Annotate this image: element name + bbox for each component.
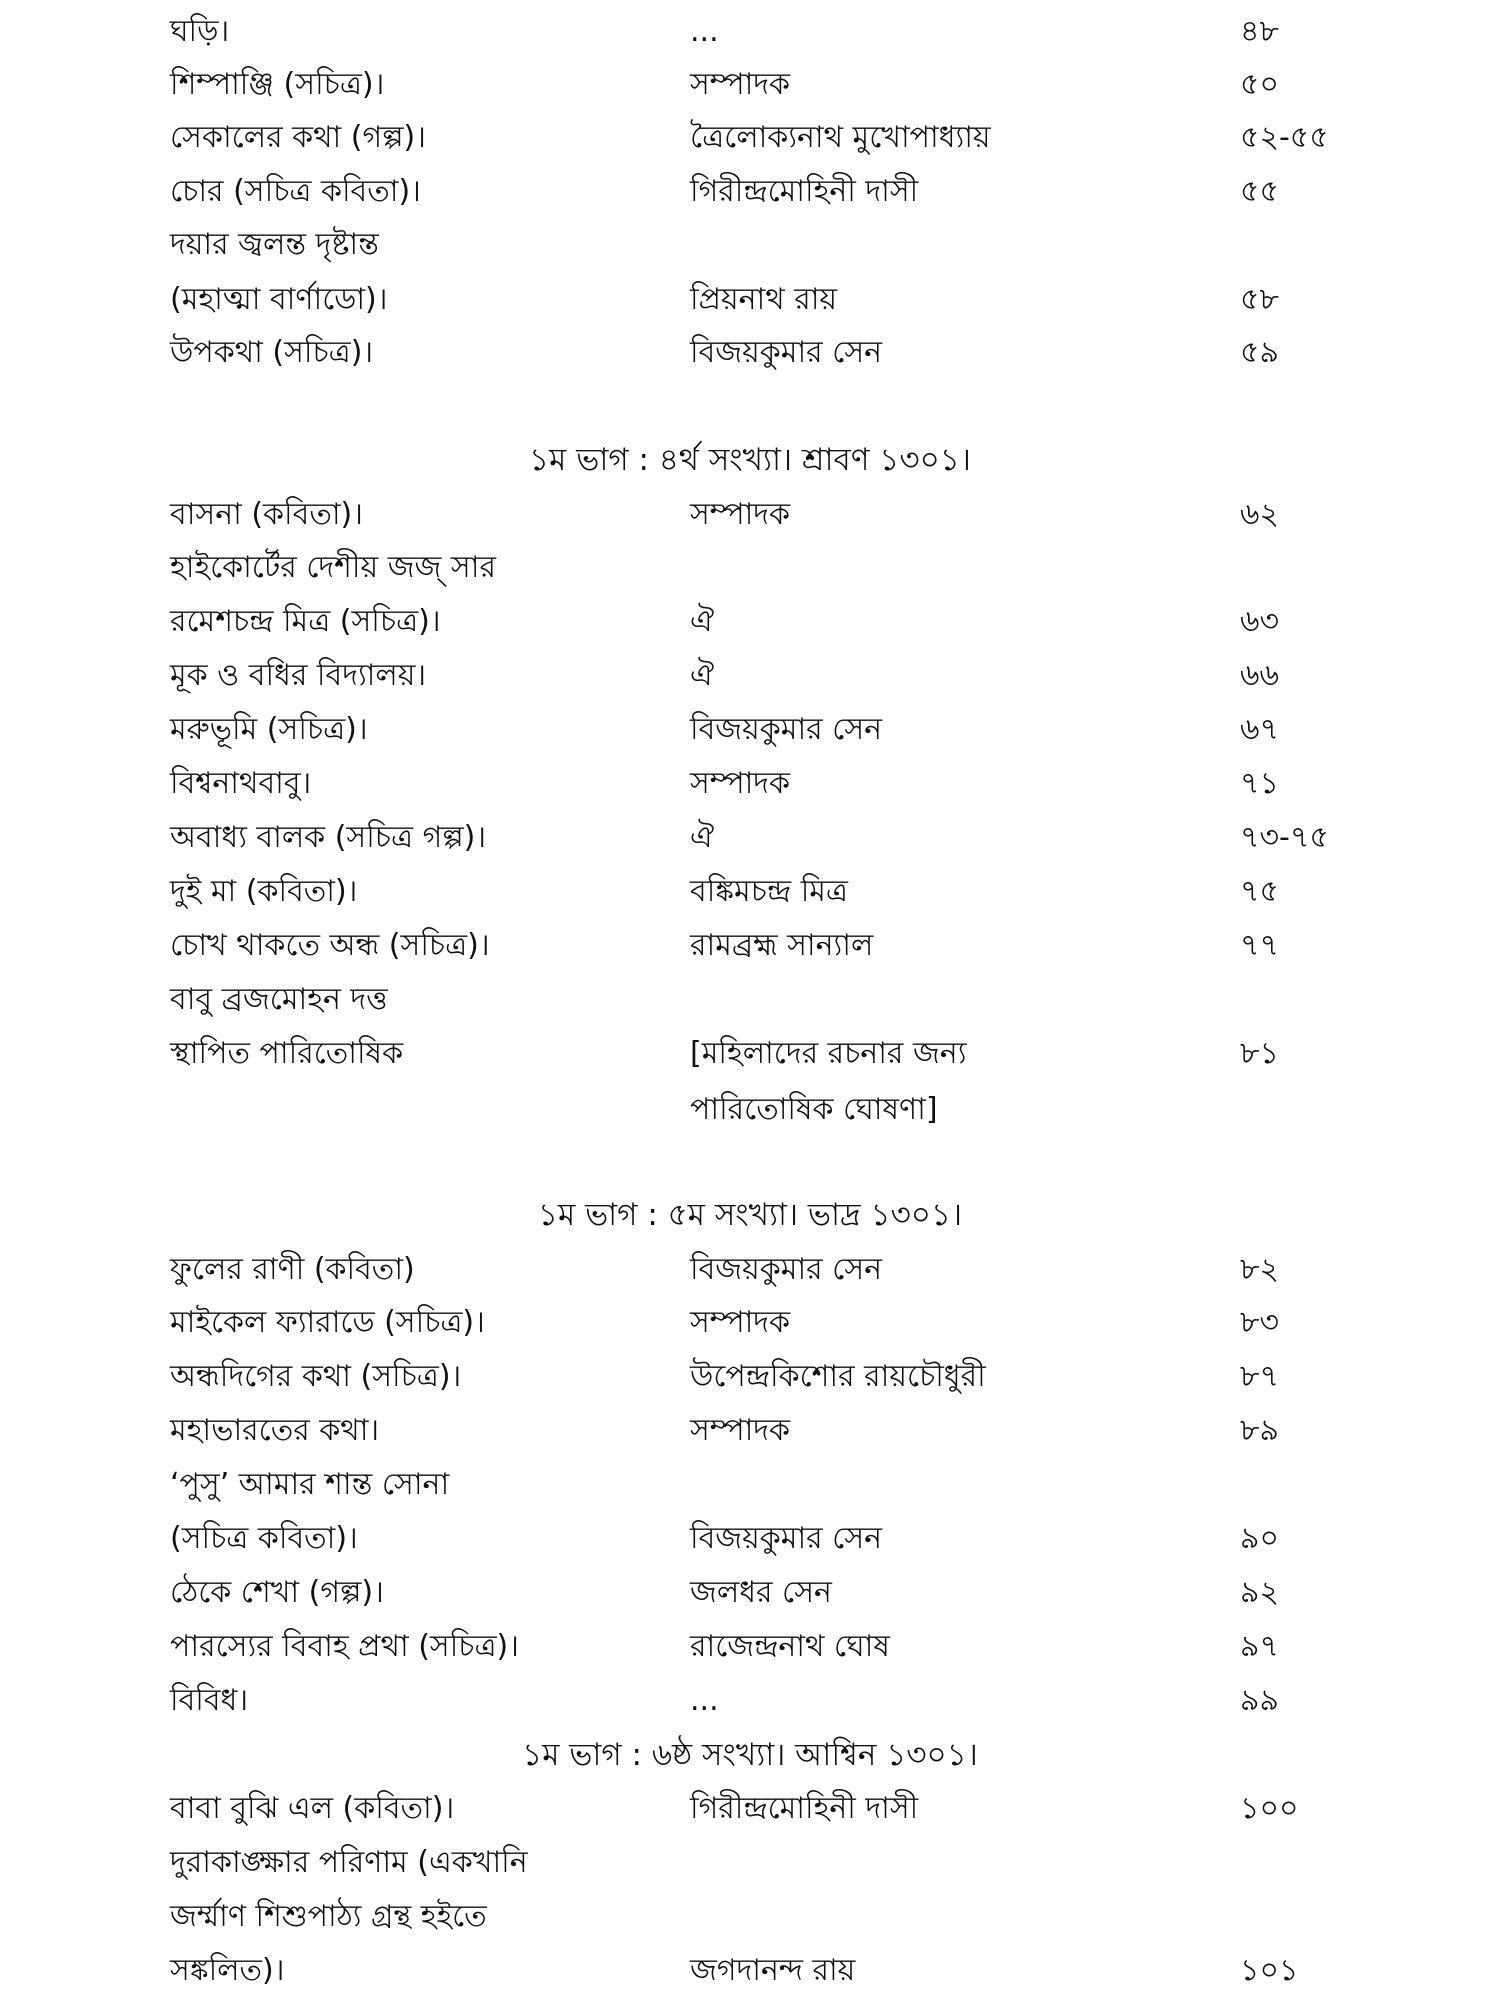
toc-entry <box>0 1465 1500 1505</box>
entry-author: বিজয়কুমার সেন <box>690 712 883 747</box>
entry-title: ‘পুসু’ আমার শান্ত সোনা <box>170 1467 450 1502</box>
entry-page: ৫০ <box>1240 67 1279 102</box>
entry-title: বাসনা (কবিতা)। <box>170 497 363 532</box>
entry-title: রমেশচন্দ্র মিত্র (সচিত্র)। <box>170 604 441 639</box>
entry-title: স্থাপিত পারিতোষিক <box>170 1036 404 1071</box>
toc-entry <box>0 225 1500 265</box>
entry-page: ৮৭ <box>1240 1359 1279 1394</box>
toc-entry <box>0 1951 1500 1991</box>
toc-entry <box>0 1034 1500 1074</box>
toc-entry <box>0 1303 1500 1343</box>
toc-entry <box>0 1411 1500 1451</box>
entry-author: গিরীন্দ্রমোহিনী দাসী <box>690 1791 919 1826</box>
entry-title: দুরাকাঙ্ক্ষার পরিণাম (একখানি <box>170 1845 528 1880</box>
entry-author: জলধর সেন <box>690 1575 832 1610</box>
entry-author: বিজয়কুমার সেন <box>690 1252 883 1287</box>
entry-title: দয়ার জ্বলন্ত দৃষ্টান্ত <box>170 227 379 262</box>
toc-entry <box>0 1789 1500 1829</box>
entry-title: উপকথা (সচিত্র)। <box>170 335 374 370</box>
entry-author: ঐ <box>690 658 715 693</box>
entry-title: দুই মা (কবিতা)। <box>170 874 358 909</box>
toc-entry <box>0 495 1500 535</box>
section-heading: ১ম ভাগ : ৪র্থ সংখ্যা। শ্রাবণ ১৩০১। <box>529 442 971 478</box>
entry-page: ৬৩ <box>1240 604 1280 639</box>
entry-page: ৯৭ <box>1240 1629 1279 1664</box>
entry-title: ঘড়ি। <box>170 14 230 49</box>
toc-entry <box>0 12 1500 52</box>
entry-author: প্রিয়নাথ রায় <box>690 282 838 317</box>
entry-page: ৭৭ <box>1240 928 1280 963</box>
toc-entry <box>0 1573 1500 1613</box>
entry-author: সম্পাদক <box>690 1305 791 1340</box>
toc-entry <box>0 1519 1500 1559</box>
toc-entry <box>0 1897 1500 1937</box>
entry-page: ১০১ <box>1240 1953 1299 1988</box>
entry-page: ৬২ <box>1240 497 1280 532</box>
toc-entry <box>0 1250 1500 1290</box>
toc-entry <box>0 548 1500 588</box>
entry-title: বাবা বুঝি এল (কবিতা)। <box>170 1791 455 1826</box>
entry-page: ৬৬ <box>1240 658 1280 693</box>
entry-page: ১০০ <box>1240 1791 1299 1826</box>
entry-author: রাজেন্দ্রনাথ ঘোষ <box>690 1629 890 1664</box>
entry-page: ৬৭ <box>1240 712 1280 747</box>
entry-title: অন্ধদিগের কথা (সচিত্র)। <box>170 1359 462 1394</box>
entry-author: বিজয়কুমার সেন <box>690 1521 883 1556</box>
entry-page: ৯৯ <box>1240 1683 1279 1718</box>
toc-entry <box>0 333 1500 373</box>
entry-page: ৯২ <box>1240 1575 1279 1610</box>
entry-page: ৮১ <box>1240 1036 1279 1071</box>
entry-page: ৮২ <box>1240 1252 1279 1287</box>
entry-title: বিশ্বনাথবাবু। <box>170 766 312 801</box>
entry-title: হাইকোর্টের দেশীয় জজ্ সার <box>170 550 496 585</box>
entry-page: ৫৮ <box>1240 282 1279 317</box>
toc-entry <box>0 1357 1500 1397</box>
entry-page: ৮৩ <box>1240 1305 1279 1340</box>
entry-page: ৯০ <box>1240 1521 1279 1556</box>
entry-author: [মহিলাদের রচনার জন্য <box>690 1036 967 1071</box>
entry-title: বাবু ব্রজমোহন দত্ত <box>170 982 388 1017</box>
entry-title: ফুলের রাণী (কবিতা) <box>170 1252 415 1287</box>
toc-entry <box>0 172 1500 212</box>
entry-author: গিরীন্দ্রমোহিনী দাসী <box>690 174 919 209</box>
entry-title: জর্ম্মাণ শিশুপাঠ্য গ্রন্থ হইতে <box>170 1899 487 1934</box>
entry-title: (সচিত্র কবিতা)। <box>170 1521 358 1556</box>
entry-page: ৪৮ <box>1240 14 1279 49</box>
entry-author: ... <box>690 1683 719 1718</box>
section-heading: ১ম ভাগ : ৬ষ্ঠ সংখ্যা। আশ্বিন ১৩০১। <box>522 1737 978 1773</box>
entry-author: সম্পাদক <box>690 67 791 102</box>
entry-author: বঙ্কিমচন্দ্র মিত্র <box>690 874 848 909</box>
entry-author: ত্রৈলোক্যনাথ মুখোপাধ্যায় <box>690 120 991 155</box>
toc-entry <box>0 280 1500 320</box>
entry-author: ঐ <box>690 820 715 855</box>
entry-title: চোখ থাকতে অন্ধ (সচিত্র)। <box>170 928 490 963</box>
entry-title: ঠেকে শেখা (গল্প)। <box>170 1575 384 1610</box>
entry-title: সেকালের কথা (গল্প)। <box>170 120 426 155</box>
toc-entry <box>0 710 1500 750</box>
entry-author: সম্পাদক <box>690 766 791 801</box>
entry-title: শিম্পাঞ্জি (সচিত্র)। <box>170 67 385 102</box>
entry-title: সঙ্কলিত)। <box>170 1953 285 1988</box>
toc-entry <box>0 764 1500 804</box>
entry-title: পারস্যের বিবাহ প্রথা (সচিত্র)। <box>170 1629 519 1664</box>
entry-page: ৫৯ <box>1240 335 1279 370</box>
toc-entry <box>0 1681 1500 1721</box>
toc-entry <box>0 980 1500 1020</box>
toc-entry <box>0 656 1500 696</box>
entry-author: ঐ <box>690 604 715 639</box>
entry-author: জগদানন্দ রায় <box>690 1953 856 1988</box>
entry-author: সম্পাদক <box>690 497 791 532</box>
entry-title: অবাধ্য বালক (সচিত্র গল্প)। <box>170 820 487 855</box>
toc-entry <box>0 1090 1500 1130</box>
toc-entry <box>0 926 1500 966</box>
entry-title: (মহাত্মা বার্ণাডো)। <box>170 282 388 317</box>
entry-title: মরুভূমি (সচিত্র)। <box>170 712 368 747</box>
entry-author: রামব্রহ্ম সান্যাল <box>690 928 874 963</box>
entry-title: মাইকেল ফ্যারাডে (সচিত্র)। <box>170 1305 485 1340</box>
toc-entry <box>0 872 1500 912</box>
entry-author: সম্পাদক <box>690 1413 791 1448</box>
entry-page: ৭১ <box>1240 766 1279 801</box>
entry-author: বিজয়কুমার সেন <box>690 335 883 370</box>
entry-title: মহাভারতের কথা। <box>170 1413 380 1448</box>
entry-author: ... <box>690 14 719 49</box>
entry-title: মূক ও বধির বিদ্যালয়। <box>170 658 427 693</box>
entry-page: ৫২-৫৫ <box>1240 120 1329 155</box>
entry-title: চোর (সচিত্র কবিতা)। <box>170 174 421 209</box>
entry-page: ৫৫ <box>1240 174 1279 209</box>
toc-entry <box>0 1627 1500 1667</box>
toc-entry <box>0 65 1500 105</box>
entry-author: পারিতোষিক ঘোষণা] <box>690 1092 938 1127</box>
toc-entry <box>0 818 1500 858</box>
toc-entry <box>0 118 1500 158</box>
section-heading: ১ম ভাগ : ৫ম সংখ্যা। ভাদ্র ১৩০১। <box>537 1197 963 1233</box>
entry-page: ৭৩-৭৫ <box>1240 820 1329 855</box>
toc-entry <box>0 1843 1500 1883</box>
entry-author: উপেন্দ্রকিশোর রায়চৌধুরী <box>690 1359 986 1394</box>
entry-page: ৭৫ <box>1240 874 1279 909</box>
entry-page: ৮৯ <box>1240 1413 1279 1448</box>
entry-title: বিবিধ। <box>170 1683 249 1718</box>
toc-entry <box>0 602 1500 642</box>
